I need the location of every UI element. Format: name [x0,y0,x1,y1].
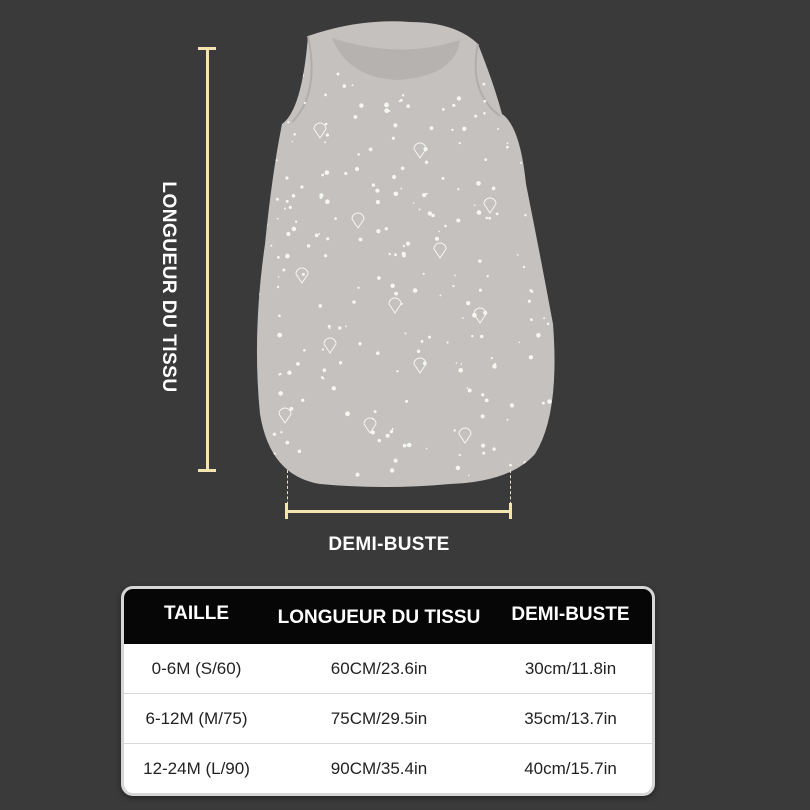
star-speckle [286,200,289,203]
star-speckle [497,128,499,130]
star-speckle [548,452,552,456]
star-speckle [256,205,259,208]
star-speckle [400,188,402,190]
star-speckle [249,165,254,170]
star-speckle [485,217,488,220]
star-speckle [369,148,373,152]
star-speckle [385,227,388,230]
star-speckle [442,108,445,111]
star-speckle [488,217,491,220]
star-speckle [285,441,289,445]
star-speckle [403,444,407,448]
star-speckle [542,402,545,405]
star-speckle [287,121,289,123]
star-speckle [392,175,396,179]
star-speckle [358,342,361,345]
star-speckle [394,459,398,463]
star-speckle [551,146,553,148]
table-row [124,743,652,793]
star-speckle [534,113,536,115]
star-speckle [376,200,380,204]
star-speckle [496,213,499,216]
star-speckle [543,317,545,319]
star-speckle [461,363,463,365]
star-speckle [355,167,359,171]
star-speckle [413,288,418,293]
star-speckle [545,206,548,209]
star-speckle [293,133,296,136]
star-speckle [357,287,359,289]
size-table-header [124,589,652,644]
star-speckle [547,284,549,286]
star-speckle [276,198,279,201]
star-speckle [406,104,410,108]
star-speckle [276,159,278,161]
star-speckle [510,403,514,407]
size-table [121,586,655,796]
star-speckle [384,103,389,108]
star-speckle [325,123,328,126]
star-speckle [482,452,485,455]
star-speckle [376,351,380,355]
star-speckle [426,193,428,195]
star-speckle [274,453,276,455]
star-speckle [352,84,354,86]
star-speckle [554,268,559,273]
star-speckle [458,368,463,373]
star-speckle [344,172,347,175]
cell-size: 12-24M (L/90) [143,758,250,778]
star-speckle [454,275,456,277]
star-speckle [422,193,426,197]
star-speckle [300,73,304,77]
star-speckle [320,196,323,199]
star-speckle [325,199,330,204]
cell-length: 60CM/23.6in [330,658,428,678]
star-speckle [277,333,282,338]
star-speckle [319,304,323,308]
star-speckle [324,254,327,257]
star-speckle [273,433,276,436]
star-speckle [413,202,415,204]
star-speckle [322,348,324,350]
star-speckle [554,256,556,258]
star-speckle [372,183,375,186]
star-speckle [547,399,552,404]
star-speckle [440,295,442,297]
star-speckle [399,100,401,102]
star-speckle [390,468,394,472]
star-speckle [456,219,460,223]
star-speckle [278,276,280,278]
star-speckle [532,120,536,124]
star-speckle [326,237,329,240]
star-speckle [378,439,381,442]
length-measure-cap-bottom [198,469,216,472]
star-speckle [438,231,440,233]
star-speckle [326,133,329,136]
star-speckle [477,210,482,215]
star-speckle [454,429,456,431]
star-speckle [483,112,486,115]
star-speckle [257,160,259,162]
star-speckle [345,411,350,416]
table-row [124,693,652,743]
star-speckle [265,224,268,227]
star-speckle [321,376,324,379]
width-label: DEMI-BUSTE [328,534,450,555]
star-speckle [323,368,327,372]
star-speckle [396,370,398,372]
star-speckle [547,254,549,256]
star-speckle [315,234,319,238]
star-speckle [507,419,509,421]
star-speckle [285,176,288,179]
star-speckle [292,141,294,143]
star-speckle [520,162,522,164]
star-speckle [266,178,269,181]
star-speckle [466,387,468,389]
star-speckle [304,102,306,104]
star-speckle [359,103,363,107]
star-speckle [277,256,280,259]
star-speckle [251,220,254,223]
star-speckle [417,350,420,353]
star-speckle [289,206,292,209]
star-speckle [279,373,281,375]
star-speckle [390,430,393,433]
star-speckle [549,439,551,441]
star-speckle [403,245,405,247]
star-speckle [303,349,306,352]
star-speckle [484,158,487,161]
header-half-chest: DEMI-BUSTE [511,603,630,625]
star-speckle [355,473,359,477]
star-speckle [456,466,460,470]
star-speckle [549,106,553,110]
star-speckle [275,139,278,142]
star-speckle [249,156,253,160]
star-speckle [425,161,428,164]
star-speckle [524,461,527,464]
star-speckle [251,243,254,246]
star-speckle [485,399,489,403]
star-speckle [345,326,347,328]
star-speckle [481,393,484,396]
star-speckle [466,301,470,305]
star-speckle [300,185,303,188]
star-speckle [402,254,405,257]
star-speckle [277,218,279,220]
star-speckle [492,447,495,450]
star-speckle [334,217,337,220]
star-speckle [478,259,481,262]
star-speckle [452,104,455,107]
star-speckle [301,399,304,402]
star-speckle [298,450,302,454]
star-speckle [506,146,509,149]
star-speckle [405,400,408,403]
star-speckle [529,355,533,359]
star-speckle [375,189,379,193]
star-speckle [468,389,472,393]
star-speckle [492,364,496,368]
star-speckle [462,127,466,131]
star-speckle [559,79,561,81]
star-speckle [428,211,432,215]
star-speckle [285,254,290,259]
length-label: LONGUEUR DU TISSU [158,181,179,393]
star-speckle [254,398,256,400]
star-speckle [325,170,330,175]
star-speckle [446,341,448,343]
star-speckle [339,361,342,364]
star-speckle [493,479,495,481]
star-speckle [292,194,296,198]
star-speckle [462,317,464,319]
star-speckle [357,153,360,156]
star-speckle [534,142,536,144]
star-speckle [476,181,481,186]
star-speckle [286,232,290,236]
star-speckle [404,332,406,334]
star-speckle [390,284,394,288]
star-speckle [471,335,473,337]
star-speckle [254,395,257,398]
star-speckle [457,96,461,100]
star-speckle [491,357,493,359]
star-speckle [435,237,439,241]
star-speckle [459,454,461,456]
star-speckle [321,174,324,177]
star-speckle [527,182,529,184]
star-speckle [290,77,294,81]
star-speckle [249,473,253,477]
star-speckle [258,293,260,295]
width-measure-line [286,510,512,513]
star-speckle [468,475,470,477]
star-speckle [274,81,277,84]
star-speckle [524,214,526,216]
star-speckle [419,209,421,211]
header-size: TAILLE [163,602,230,624]
star-speckle [407,443,412,448]
star-speckle [509,464,512,467]
star-speckle [392,137,395,140]
star-speckle [337,73,340,76]
star-speckle [487,275,489,277]
star-speckle [421,340,424,343]
star-speckle [426,448,428,450]
star-speckle [359,238,363,242]
star-speckle [452,285,454,287]
star-speckle [394,192,399,197]
star-speckle [517,254,519,256]
star-speckle [523,266,525,268]
star-speckle [377,276,381,280]
star-speckle [483,83,486,86]
star-speckle [474,204,476,206]
star-speckle [318,233,320,235]
star-speckle [354,115,358,119]
star-speckle [394,292,398,296]
star-speckle [554,182,556,184]
star-speckle [278,391,283,396]
cell-size: 6-12M (M/75) [145,708,248,728]
star-speckle [401,167,405,171]
star-speckle [428,336,431,339]
star-speckle [280,431,282,433]
star-speckle [307,244,310,247]
star-speckle [270,245,272,247]
length-measure-line [206,48,209,472]
cell-length: 75CM/29.5in [330,708,428,728]
cell-half-chest: 35cm/13.7in [524,708,617,728]
star-speckle [374,410,377,413]
cell-half-chest: 40cm/15.7in [524,758,617,778]
star-speckle [531,291,533,293]
star-speckle [451,129,453,131]
star-speckle [457,188,459,190]
star-speckle [556,343,558,345]
star-speckle [292,227,297,232]
star-speckle [287,371,291,375]
star-speckle [277,286,279,288]
star-speckle [543,74,546,77]
star-speckle [389,253,391,255]
star-speckle [296,362,300,366]
star-speckle [324,94,327,97]
star-speckle [519,342,521,344]
star-speckle [275,101,277,103]
star-speckle [423,273,425,275]
star-speckle [343,84,347,88]
star-speckle [394,253,397,256]
star-speckle [479,289,482,292]
star-speckle [481,414,485,418]
star-speckle [528,116,531,119]
star-speckle [352,300,355,303]
star-speckle [392,428,394,430]
star-speckle [284,208,286,210]
star-speckle [537,86,541,90]
star-speckle [302,273,305,276]
sleeping-bag-image [210,14,570,494]
star-speckle [528,300,531,303]
cell-length: 90CM/35.4in [330,758,428,778]
star-speckle [530,318,533,321]
star-speckle [282,269,285,272]
star-speckle [278,314,281,317]
star-speckle [249,272,252,275]
star-speckle [556,420,560,424]
star-speckle [547,323,550,326]
star-speckle [441,177,444,180]
star-speckle [481,444,485,448]
star-speckle [444,225,447,228]
star-speckle [459,142,461,144]
star-speckle [492,187,496,191]
star-speckle [338,326,341,329]
header-length: LONGUEUR DU TISSU [277,606,481,628]
star-speckle [542,196,546,200]
star-speckle [263,457,268,462]
star-speckle [507,142,509,144]
star-speckle [430,126,434,130]
star-speckle [474,115,477,118]
star-speckle [483,100,486,103]
star-speckle [456,362,458,364]
width-measure-cap-right [509,503,512,519]
cell-half-chest: 30cm/11.8in [524,658,617,678]
star-speckle [251,383,254,386]
star-speckle [480,335,483,338]
star-speckle [406,242,410,246]
star-speckle [329,327,331,329]
table-row [124,644,652,693]
star-speckle [250,327,252,329]
star-speckle [384,108,389,113]
star-speckle [555,332,559,336]
star-speckle [254,148,257,151]
star-speckle [295,221,297,223]
star-speckle [386,434,390,438]
star-speckle [393,123,397,127]
star-speckle [332,386,336,390]
star-speckle [402,94,404,96]
star-speckle [536,333,541,338]
cell-size: 0-6M (S/60) [151,658,242,678]
star-speckle [324,141,326,143]
star-speckle [376,229,380,233]
